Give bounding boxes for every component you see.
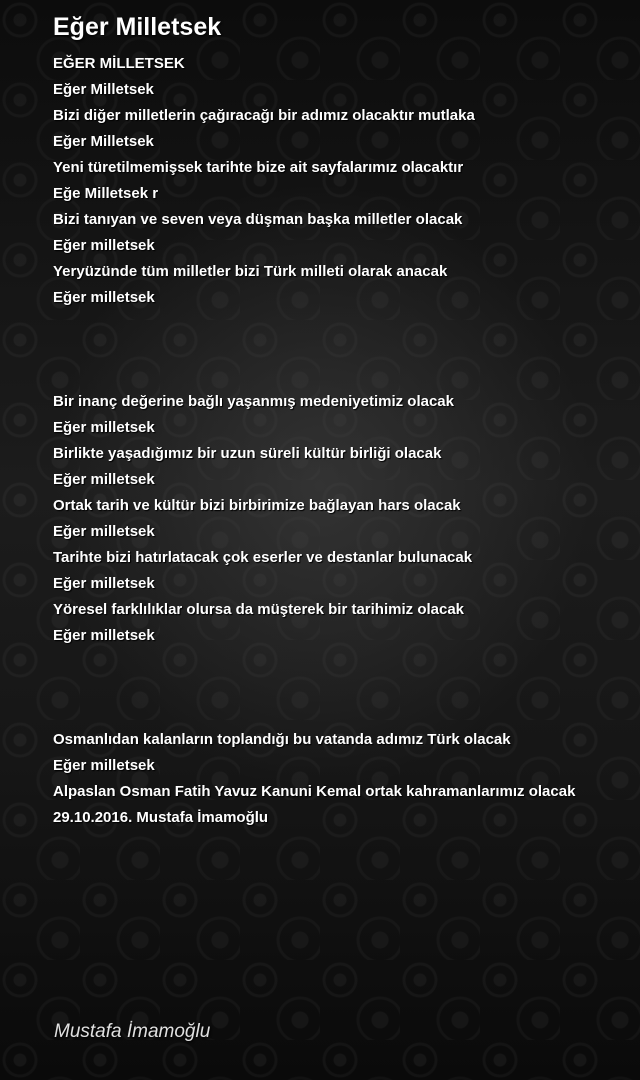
- poem-line: Bizi diğer milletlerin çağıracağı bir adımız olacaktır mutlaka: [53, 107, 475, 124]
- poem-line: Eğer Milletsek: [53, 81, 154, 98]
- poem-line: Eğer Milletsek: [53, 133, 154, 150]
- poem-line: Eğer milletsek: [53, 419, 155, 436]
- stanza-3: [53, 727, 633, 831]
- poem-line: Yeni türetilmemişsek tarihte bize ait sayfalarımız olacaktır: [53, 159, 464, 176]
- stanza-2: [53, 389, 633, 649]
- author-name: Mustafa İmamoğlu: [54, 1021, 211, 1042]
- stanza-1: [53, 51, 633, 311]
- poem-date-signature: 29.10.2016. Mustafa İmamoğlu: [53, 809, 269, 826]
- poem-line: Eğer milletsek: [53, 575, 155, 592]
- poem-line: Bizi tanıyan ve seven veya düşman başka milletler olacak: [53, 211, 463, 228]
- poem-line: Eğer milletsek: [53, 471, 155, 488]
- poem-line: Ortak tarih ve kültür bizi birbirimize bağlayan hars olacak: [53, 497, 461, 514]
- poem-body: [53, 51, 633, 909]
- poem-line: Tarihte bizi hatırlatacak çok eserler ve destanlar bulunacak: [53, 549, 473, 566]
- poem-line: Alpaslan Osman Fatih Yavuz Kanuni Kemal ortak kahramanlarımız olacak: [53, 783, 576, 800]
- poem-line: EĞER MİLLETSEK: [53, 55, 185, 72]
- poem-line: Eğer milletsek: [53, 523, 155, 540]
- poem-line: Eğer milletsek: [53, 757, 155, 774]
- poem-line: Eğer milletsek: [53, 237, 155, 254]
- poem-title: Eğer Milletsek: [53, 13, 222, 41]
- poem-line: Bir inanç değerine bağlı yaşanmış medeniyetimiz olacak: [53, 393, 454, 410]
- poem-line: Yeryüzünde tüm milletler bizi Türk milleti olarak anacak: [53, 263, 448, 280]
- poem-line: Birlikte yaşadığımız bir uzun süreli kültür birliği olacak: [53, 445, 442, 462]
- poem-line: Osmanlıdan kalanların toplandığı bu vatanda adımız Türk olacak: [53, 731, 511, 748]
- poem-line: Yöresel farklılıklar olursa da müşterek bir tarihimiz olacak: [53, 601, 465, 618]
- poem-line: Eğer milletsek: [53, 627, 155, 644]
- poem-line: Eğer milletsek: [53, 289, 155, 306]
- poem-line: Eğe Milletsek r: [53, 185, 159, 202]
